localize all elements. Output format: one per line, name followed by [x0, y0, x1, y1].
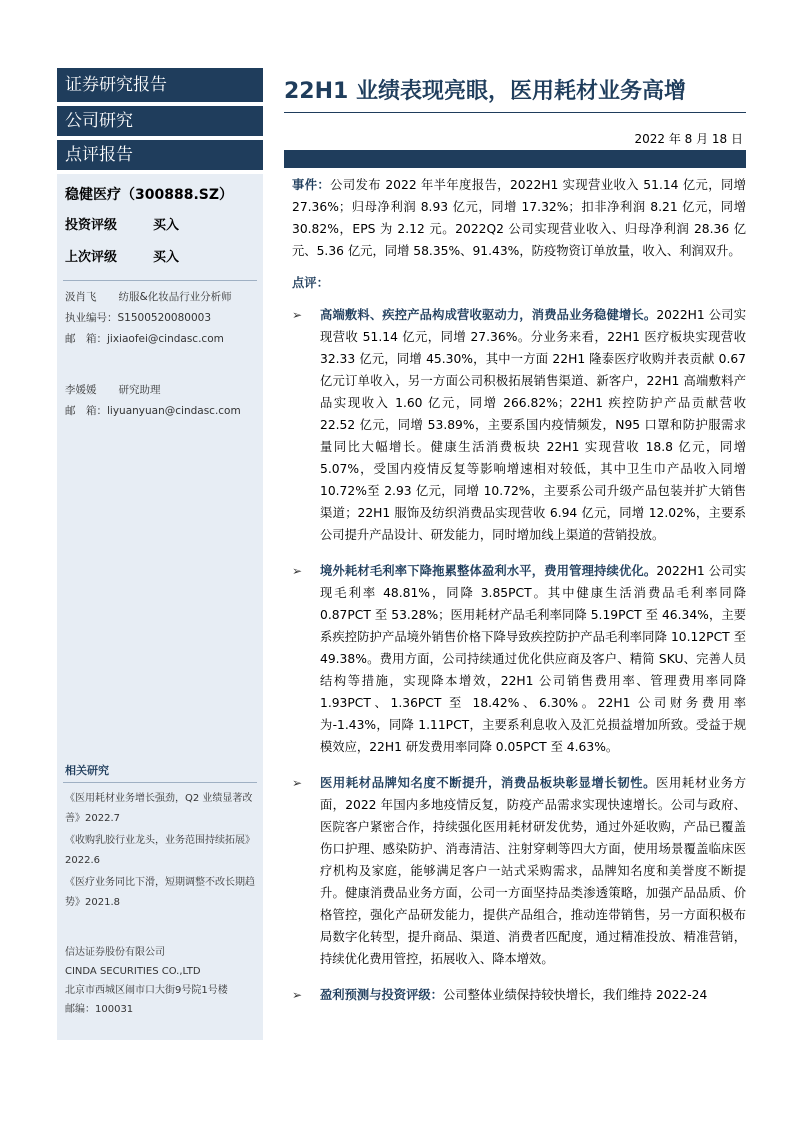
company-name: 信达证券股份有限公司 [65, 947, 165, 958]
rating-label: 投资评级 [65, 218, 118, 233]
subcategory-band: 点评报告 [57, 140, 263, 174]
arrow-bullet-icon: ➢ [292, 776, 303, 790]
item-text: 2022H1 公司实现毛利率 48.81%，同降 3.85PCT。其中健康生活消费品毛利率同降 0.87PCT 至 53.28%；医用耗材产品毛利率同降 5.19PCT 至 46.34%，主要系疾控防护产品境外销售价格下降导致疾控防护产品毛利率同降 10.12PCT 至 49.38%。费用方面，公司持续通过优化供应商及客户、精简 SKU、完善人员结构等措施，实现降本增效，22H1 公司销售费用率、管理费用率同降 1.93PCT、1.36PCT 至 18.42%、6.30%。22H1 公司财务费用率为-1.43%，同降 1.11PCT，主要系利息收入及汇兑损益增加所致。受益于规模效应，22H1 研发费用率同降 0.05PCT 至 4.63%。 [320, 564, 746, 754]
analyst-email: 邮 箱：jixiaofei@cindasc.com [65, 333, 224, 345]
list-item [292, 560, 746, 758]
analyst-license: 执业编号：S1500520080003 [65, 312, 212, 324]
item-lead: 高端敷料、疾控产品构成营收驱动力，消费品业务稳健增长。 [320, 308, 657, 322]
related-link[interactable]: 《医疗业务同比下滑，短期调整不改长期趋势》2021.8 [65, 877, 255, 908]
item-lead: 境外耗材毛利率下降拖累整体盈利水平，费用管理持续优化。 [320, 564, 657, 578]
prev-rating-row [57, 242, 263, 274]
event-paragraph [292, 174, 746, 262]
report-date: 2022 年 8 月 18 日 [634, 132, 743, 146]
item-text: 公司整体业绩保持较快增长，我们维持 2022-24 [442, 988, 708, 1002]
rating-row [57, 210, 263, 242]
company-address: 北京市西城区闹市口大街9号院1号楼 [65, 985, 228, 996]
page-title: 22H1 业绩表现亮眼，医用耗材业务高增 [284, 79, 686, 104]
company-name-en: CINDA SECURITIES CO.,LTD [65, 966, 201, 977]
event-text: 公司发布 2022 年半年度报告，2022H1 实现营业收入 51.14 亿元，同增 27.36%；归母净利润 8.93 亿元，同增 17.32%；扣非净利润 8.21 亿元，同增 30.82%，EPS 为 2.12 元。2022Q2 公司实现营业收入、归母净利润 28.36 亿元、5.36 亿元，同增 58.35%、91.43%，防疫物资订单放量，收入、利润双升。 [292, 178, 746, 258]
analyst-block [57, 281, 263, 422]
prev-rating-value: 买入 [153, 250, 180, 265]
stock-name: 稳健医疗（300888.SZ） [65, 187, 233, 203]
related-research-list [57, 783, 263, 913]
list-item [292, 772, 746, 970]
company-info [57, 943, 263, 1019]
title-rule [284, 112, 746, 113]
event-lead: 事件： [292, 178, 331, 192]
rating-value: 买入 [153, 218, 180, 233]
list-item [292, 984, 746, 1006]
item-lead: 医用耗材品牌知名度不断提升，消费品板块彰显增长韧性。 [320, 776, 657, 790]
analyst-role: 纺服&化妆品行业分析师 [118, 291, 232, 303]
report-body [292, 174, 746, 1020]
company-postcode: 邮编：100031 [65, 1004, 134, 1015]
item-text: 医用耗材业务方面，2022 年国内多地疫情反复，防疫产品需求实现快速增长。公司与政府、医院客户紧密合作，持续强化医用耗材研发优势，通过外延收购，产品已覆盖伤口护理、感染防护、消毒清洁、注射穿刺等四大方面，使用场景覆盖临床医疗机构及家庭，能够满足客户一站式采购需求，品牌知名度和美誉度不断提升。健康消费品业务方面，公司一方面坚持品类渗透策略，加强产品品质、价格管控，强化产品研发能力，提供产品组合，推动连带销售，另一方面积极布局数字化转型，提升商品、渠道、消费者匹配度，通过精准投放、精准营销，持续优化费用管控，拓展收入、降本增效。 [320, 776, 746, 966]
related-link[interactable]: 《收购乳胶行业龙头，业务范围持续拓展》2022.6 [65, 835, 255, 866]
analyst-role: 研究助理 [118, 384, 161, 396]
analyst-name: 李媛媛 [65, 384, 97, 396]
item-text: 2022H1 公司实现营收 51.14 亿元，同增 27.36%。分业务来看，22H1 医疗板块实现营收 32.33 亿元，同增 45.30%，其中一方面 22H1 隆泰医疗收购并表贡献 0.67 亿元订单收入，另一方面公司积极拓展销售渠道、新客户，22H1 高端敷料产品实现收入 1.60 亿元，同增 266.82%；22H1 疾控防护产品贡献营收 22.52 亿元，同增 53.89%，主要系国内疫情频发，N95 口罩和防护服需求量同比大幅增长。健康生活消费板块 22H1 实现营收 18.8 亿元，同增 5.07%，受国内疫情反复等影响增速相对较低，其中卫生巾产品收入同增 10.72%至 2.93 亿元，同增 10.72%，主要系公司升级产品包装并扩大销售渠道；22H1 服饰及纺织消费品实现营收 6.94 亿元，同增 12.02%，主要系公司提升产品设计、研发能力，同时增加线上渠道的营销投放。 [320, 308, 746, 542]
arrow-bullet-icon: ➢ [292, 564, 303, 578]
item-lead: 盈利预测与投资评级： [320, 988, 443, 1002]
comment-label: 点评： [292, 276, 329, 290]
arrow-bullet-icon: ➢ [292, 308, 303, 322]
date-band [284, 150, 746, 168]
category-band: 公司研究 [57, 106, 263, 140]
sidebar [57, 68, 263, 1040]
list-item [292, 304, 746, 546]
analyst-email: 邮 箱：liyuanyuan@cindasc.com [65, 405, 241, 417]
arrow-bullet-icon: ➢ [292, 988, 303, 1002]
related-link[interactable]: 《医用耗材业务增长强劲，Q2 业绩显著改善》2022.7 [65, 793, 253, 824]
report-type-band: 证券研究报告 [57, 68, 263, 106]
related-research-title: 相关研究 [65, 764, 109, 777]
analyst-name: 汲肖飞 [65, 291, 97, 303]
prev-rating-label: 上次评级 [65, 250, 118, 265]
